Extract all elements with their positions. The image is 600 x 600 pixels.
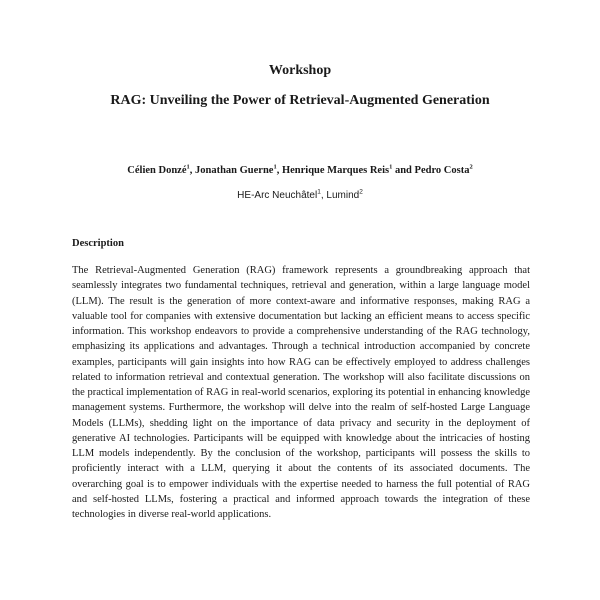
author-separator: and (392, 165, 415, 176)
author-separator: , (189, 165, 195, 176)
author-list (0, 165, 600, 176)
author-name: Henrique Marques Reis (281, 165, 390, 176)
author-affiliation-mark: 2 (469, 163, 473, 171)
affiliation-list (0, 190, 600, 201)
author-affiliation-mark: 1 (186, 163, 190, 171)
affiliation-name: HE-Arc Neuchâtel (237, 190, 318, 201)
affiliation-mark: 1 (317, 188, 321, 196)
paper-title: RAG: Unveiling the Power of Retrieval-Augmented Generation (110, 93, 490, 108)
affiliation-name: Lumind (326, 190, 360, 201)
section-heading-description: Description (72, 238, 124, 249)
author-name: Célien Donzé (127, 165, 187, 176)
author-affiliation-mark: 1 (273, 163, 277, 171)
affiliation-mark: 2 (359, 188, 363, 196)
author-name: Pedro Costa (414, 165, 470, 176)
description-paragraph: The Retrieval-Augmented Generation (RAG) framework represents a groundbreaking approach that seamlessly integrates two fundamental techniques, retrieval and generation, within a large language model (LLM). The result is the generation of more context-aware and informative responses, making RAG a valuable tool for companies with extensive documentation but lacking an efficient means to access specific information. This workshop endeavors to provide a comprehensive understanding of the RAG technology, emphasizing its applications and advantages. Through a technical introduction accompanied by concrete examples, participants will gain insights into how RAG can be effectively employed to address challenges related to information retrieval and contextual generation. The workshop will also facilitate discussions on the practical implementation of RAG in real-world scenarios, exploring its potential in enhancing knowledge management systems. Furthermore, the workshop will delve into the realm of self-hosted Large Language Models (LLMs), shedding light on the importance of data privacy and security in the deployment of generative AI technologies. Participants will be equipped with knowledge about the intricacies of hosting LLM models independently. By the conclusion of the workshop, participants will possess the skills to proficiently interact with a LLM, querying it about the contents of its associated documents. The overarching goal is to empower individuals with the expertise needed to harness the full potential of RAG and self-hosted LLMs, fostering a practical and informed approach towards the integration of these technologies in diverse real-world applications. (72, 265, 530, 520)
document-kicker: Workshop (268, 63, 332, 78)
author-affiliation-mark: 1 (389, 163, 393, 171)
affiliation-separator: , (320, 190, 327, 201)
author-name: Jonathan Guerne (194, 165, 274, 176)
author-separator: , (276, 165, 282, 176)
